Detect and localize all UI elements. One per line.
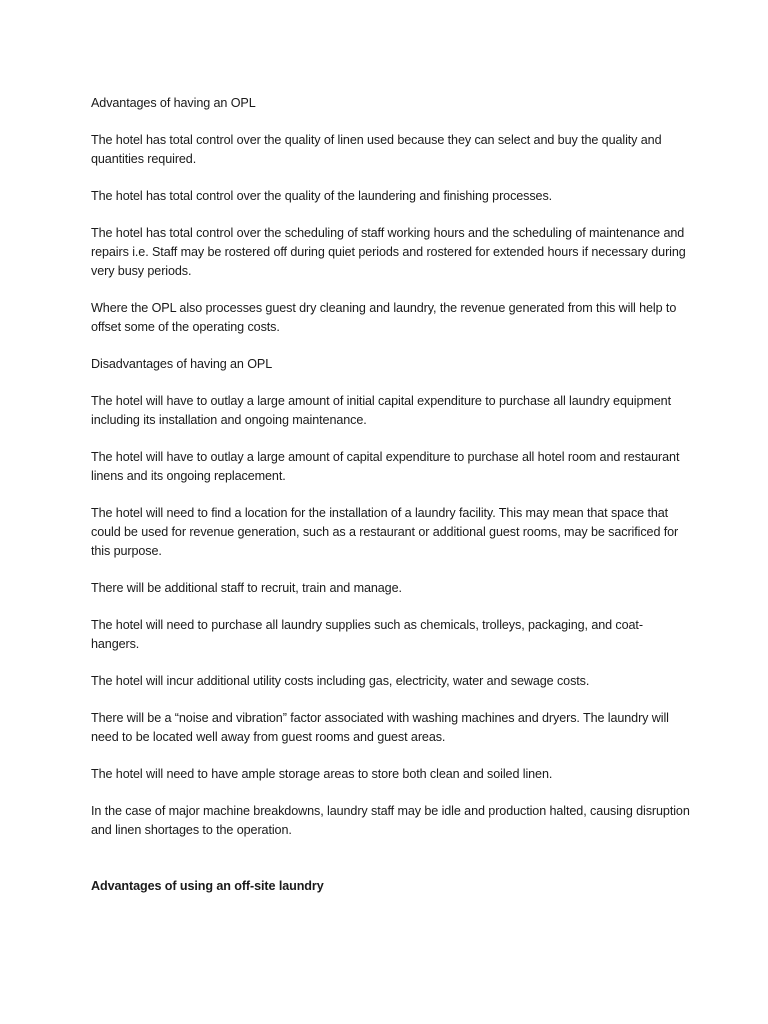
heading-offsite-laundry: Advantages of using an off-site laundry	[91, 879, 324, 893]
heading-advantages-opl: Advantages of having an OPL	[91, 96, 256, 110]
paragraph-disadvantage-9: In the case of major machine breakdowns, laundry staff may be idle and production halted, causing disruption and linen shortages to the operation.	[91, 804, 690, 837]
paragraph-disadvantage-3: The hotel will need to find a location for the installation of a laundry facility. This may mean that space that could be used for revenue generation, such as a restaurant or additional guest rooms, may be sacrificed for this purpose.	[91, 506, 679, 558]
paragraph-disadvantage-7: There will be a “noise and vibration” factor associated with washing machines and dryers. The laundry will need to be located well away from guest rooms and guest areas.	[91, 711, 669, 744]
document-body	[91, 94, 691, 914]
paragraph-advantage-4: Where the OPL also processes guest dry cleaning and laundry, the revenue generated from this will help to offset some of the operating costs.	[91, 301, 677, 334]
paragraph-disadvantage-4: There will be additional staff to recruit, train and manage.	[91, 581, 402, 595]
paragraph-disadvantage-2: The hotel will have to outlay a large amount of capital expenditure to purchase all hotel room and restaurant linens and its ongoing replacement.	[91, 450, 680, 483]
paragraph-disadvantage-5: The hotel will need to purchase all laundry supplies such as chemicals, trolleys, packaging, and coat-hangers.	[91, 618, 643, 651]
paragraph-advantage-3: The hotel has total control over the scheduling of staff working hours and the scheduling of maintenance and repairs i.e. Staff may be rostered off during quiet periods and rostered for extended hours if necessary during very busy periods.	[91, 226, 686, 278]
heading-disadvantages-opl: Disadvantages of having an OPL	[91, 357, 273, 371]
paragraph-advantage-1: The hotel has total control over the quality of linen used because they can select and buy the quality and quantities required.	[91, 133, 662, 166]
paragraph-disadvantage-8: The hotel will need to have ample storage areas to store both clean and soiled linen.	[91, 767, 553, 781]
paragraph-advantage-2: The hotel has total control over the quality of the laundering and finishing processes.	[91, 189, 553, 203]
paragraph-disadvantage-1: The hotel will have to outlay a large amount of initial capital expenditure to purchase all laundry equipment including its installation and ongoing maintenance.	[91, 394, 671, 427]
paragraph-disadvantage-6: The hotel will incur additional utility costs including gas, electricity, water and sewage costs.	[91, 674, 590, 688]
